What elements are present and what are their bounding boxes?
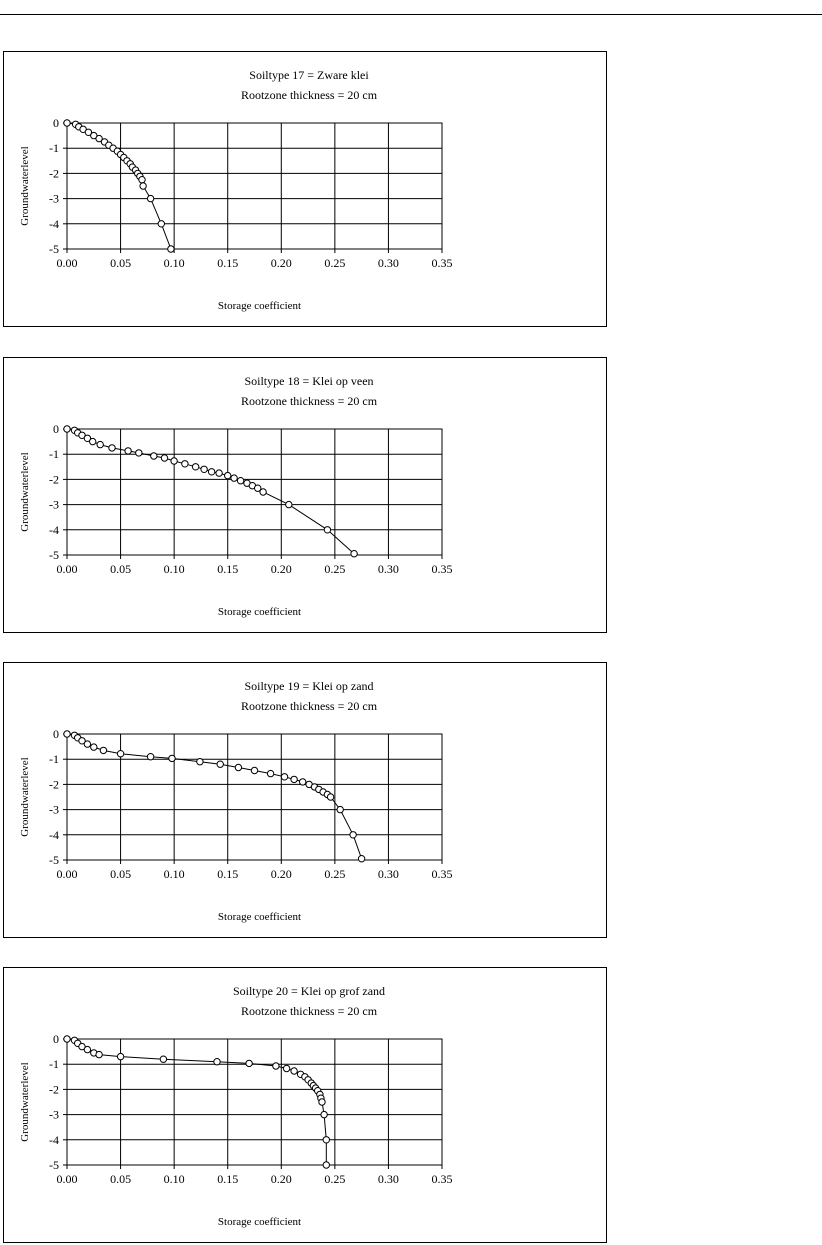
- data-point: [161, 455, 167, 461]
- x-tick-label: 0.25: [324, 256, 346, 270]
- data-point: [319, 1099, 325, 1105]
- data-point: [208, 469, 214, 475]
- x-tick-label: 0.20: [270, 867, 292, 881]
- data-point: [324, 527, 330, 533]
- x-tick-label: 0.10: [163, 562, 185, 576]
- data-point: [321, 1111, 327, 1117]
- data-point: [139, 177, 145, 183]
- chart-panel-soiltype-18: [3, 357, 607, 633]
- chart-title: Soiltype 17 = Zware klei: [249, 68, 369, 82]
- y-axis-label: Groundwaterlevel: [19, 452, 31, 532]
- data-point: [351, 551, 357, 557]
- x-tick-label: 0.05: [110, 867, 132, 881]
- data-point: [225, 472, 231, 478]
- data-point: [291, 776, 297, 782]
- y-tick-label: -2: [49, 472, 59, 487]
- data-point: [273, 1063, 279, 1069]
- data-point: [260, 489, 266, 495]
- y-tick-label: -1: [49, 141, 59, 156]
- data-point: [90, 438, 96, 444]
- x-tick-label: 0.00: [56, 562, 78, 576]
- x-tick-label: 0.35: [431, 562, 453, 576]
- data-point: [117, 751, 123, 757]
- data-point: [231, 475, 237, 481]
- plot-area: [67, 429, 442, 555]
- chart-title: Soiltype 18 = Klei op veen: [244, 374, 374, 388]
- x-tick-label: 0.05: [110, 256, 132, 270]
- data-point: [168, 246, 174, 252]
- y-tick-label: -3: [49, 1107, 59, 1122]
- y-tick-label: -2: [49, 166, 59, 181]
- data-point: [151, 453, 157, 459]
- data-point: [171, 458, 177, 464]
- data-point: [358, 856, 364, 862]
- chart-svg: [4, 663, 608, 939]
- x-tick-label: 0.30: [377, 256, 399, 270]
- x-axis-label: Storage coefficient: [217, 1216, 302, 1228]
- x-tick-label: 0.35: [431, 1172, 453, 1186]
- data-point: [251, 767, 257, 773]
- data-point: [64, 426, 70, 432]
- chart-subtitle: Rootzone thickness = 20 cm: [240, 1004, 378, 1018]
- y-tick-label: -2: [49, 1082, 59, 1097]
- data-point: [216, 470, 222, 476]
- data-point: [217, 761, 223, 767]
- data-point: [235, 764, 241, 770]
- y-tick-label: -5: [49, 242, 59, 256]
- y-axis-label: Groundwaterlevel: [19, 757, 31, 837]
- y-tick-label: 0: [53, 116, 59, 130]
- data-point: [96, 1051, 102, 1057]
- chart-title: Soiltype 20 = Klei op grof zand: [232, 984, 386, 998]
- data-point: [283, 1065, 289, 1071]
- y-axis-label: Groundwaterlevel: [19, 146, 31, 226]
- x-tick-label: 0.15: [217, 562, 239, 576]
- chart-svg: [4, 358, 608, 634]
- x-tick-label: 0.00: [56, 256, 78, 270]
- y-tick-label: -2: [49, 777, 59, 792]
- x-axis-label: Storage coefficient: [217, 911, 302, 923]
- data-point: [182, 461, 188, 467]
- series-line: [67, 734, 362, 859]
- y-tick-label: 0: [53, 422, 59, 436]
- x-tick-label: 0.30: [377, 1172, 399, 1186]
- chart-subtitle: Rootzone thickness = 20 cm: [240, 88, 378, 102]
- x-tick-label: 0.10: [163, 256, 185, 270]
- y-tick-label: -4: [49, 1132, 59, 1147]
- data-point: [350, 832, 356, 838]
- chart-panel-soiltype-19: [3, 662, 607, 938]
- data-point: [201, 466, 207, 472]
- x-tick-label: 0.10: [163, 867, 185, 881]
- x-tick-label: 0.30: [377, 867, 399, 881]
- x-tick-label: 0.20: [270, 256, 292, 270]
- data-point: [158, 221, 164, 227]
- data-point: [169, 755, 175, 761]
- series-line: [67, 123, 171, 249]
- data-point: [214, 1059, 220, 1065]
- data-point: [125, 448, 131, 454]
- data-point: [64, 1036, 70, 1042]
- data-point: [64, 120, 70, 126]
- y-tick-label: -1: [49, 752, 59, 767]
- y-tick-label: -4: [49, 216, 59, 231]
- y-tick-label: -3: [49, 191, 59, 206]
- data-point: [246, 1060, 252, 1066]
- chart-subtitle: Rootzone thickness = 20 cm: [240, 699, 378, 713]
- y-tick-label: -3: [49, 497, 59, 512]
- y-tick-label: -3: [49, 802, 59, 817]
- data-point: [267, 770, 273, 776]
- data-point: [291, 1068, 297, 1074]
- data-point: [100, 747, 106, 753]
- x-tick-label: 0.35: [431, 256, 453, 270]
- data-point: [192, 464, 198, 470]
- x-tick-label: 0.00: [56, 867, 78, 881]
- chart-svg: [4, 52, 608, 328]
- x-tick-label: 0.20: [270, 1172, 292, 1186]
- y-tick-label: 0: [53, 1032, 59, 1046]
- y-tick-label: -5: [49, 548, 59, 562]
- chart-panel-soiltype-20: [3, 967, 607, 1243]
- y-tick-label: -4: [49, 827, 59, 842]
- data-point: [160, 1056, 166, 1062]
- y-tick-label: -5: [49, 1158, 59, 1172]
- y-tick-label: -1: [49, 447, 59, 462]
- page-top-rule: [0, 14, 822, 15]
- data-point: [117, 1053, 123, 1059]
- y-tick-label: -5: [49, 853, 59, 867]
- data-point: [97, 441, 103, 447]
- data-point: [237, 478, 243, 484]
- x-tick-label: 0.35: [431, 867, 453, 881]
- x-tick-label: 0.15: [217, 256, 239, 270]
- plot-area: [67, 123, 442, 249]
- x-tick-label: 0.25: [324, 562, 346, 576]
- x-tick-label: 0.15: [217, 1172, 239, 1186]
- x-tick-label: 0.10: [163, 1172, 185, 1186]
- x-axis-label: Storage coefficient: [217, 606, 302, 618]
- x-tick-label: 0.20: [270, 562, 292, 576]
- x-axis-label: Storage coefficient: [217, 300, 302, 312]
- chart-svg: [4, 968, 608, 1244]
- data-point: [91, 744, 97, 750]
- chart-subtitle: Rootzone thickness = 20 cm: [240, 394, 378, 408]
- data-point: [300, 779, 306, 785]
- x-tick-label: 0.25: [324, 1172, 346, 1186]
- data-point: [323, 1162, 329, 1168]
- x-tick-label: 0.30: [377, 562, 399, 576]
- y-tick-label: 0: [53, 727, 59, 741]
- data-point: [109, 445, 115, 451]
- data-point: [197, 759, 203, 765]
- chart-title: Soiltype 19 = Klei op zand: [244, 679, 374, 693]
- x-tick-label: 0.00: [56, 1172, 78, 1186]
- x-tick-label: 0.25: [324, 867, 346, 881]
- data-point: [140, 183, 146, 189]
- data-point: [337, 806, 343, 812]
- y-axis-label: Groundwaterlevel: [19, 1062, 31, 1142]
- data-point: [147, 195, 153, 201]
- x-tick-label: 0.05: [110, 562, 132, 576]
- y-tick-label: -1: [49, 1057, 59, 1072]
- data-point: [281, 774, 287, 780]
- chart-panel-soiltype-17: [3, 51, 607, 327]
- data-point: [84, 1046, 90, 1052]
- y-tick-label: -4: [49, 522, 59, 537]
- data-point: [147, 754, 153, 760]
- series-line: [67, 1039, 326, 1165]
- data-point: [327, 794, 333, 800]
- data-point: [84, 741, 90, 747]
- data-point: [323, 1137, 329, 1143]
- data-point: [64, 731, 70, 737]
- data-point: [136, 450, 142, 456]
- x-tick-label: 0.05: [110, 1172, 132, 1186]
- data-point: [286, 501, 292, 507]
- x-tick-label: 0.15: [217, 867, 239, 881]
